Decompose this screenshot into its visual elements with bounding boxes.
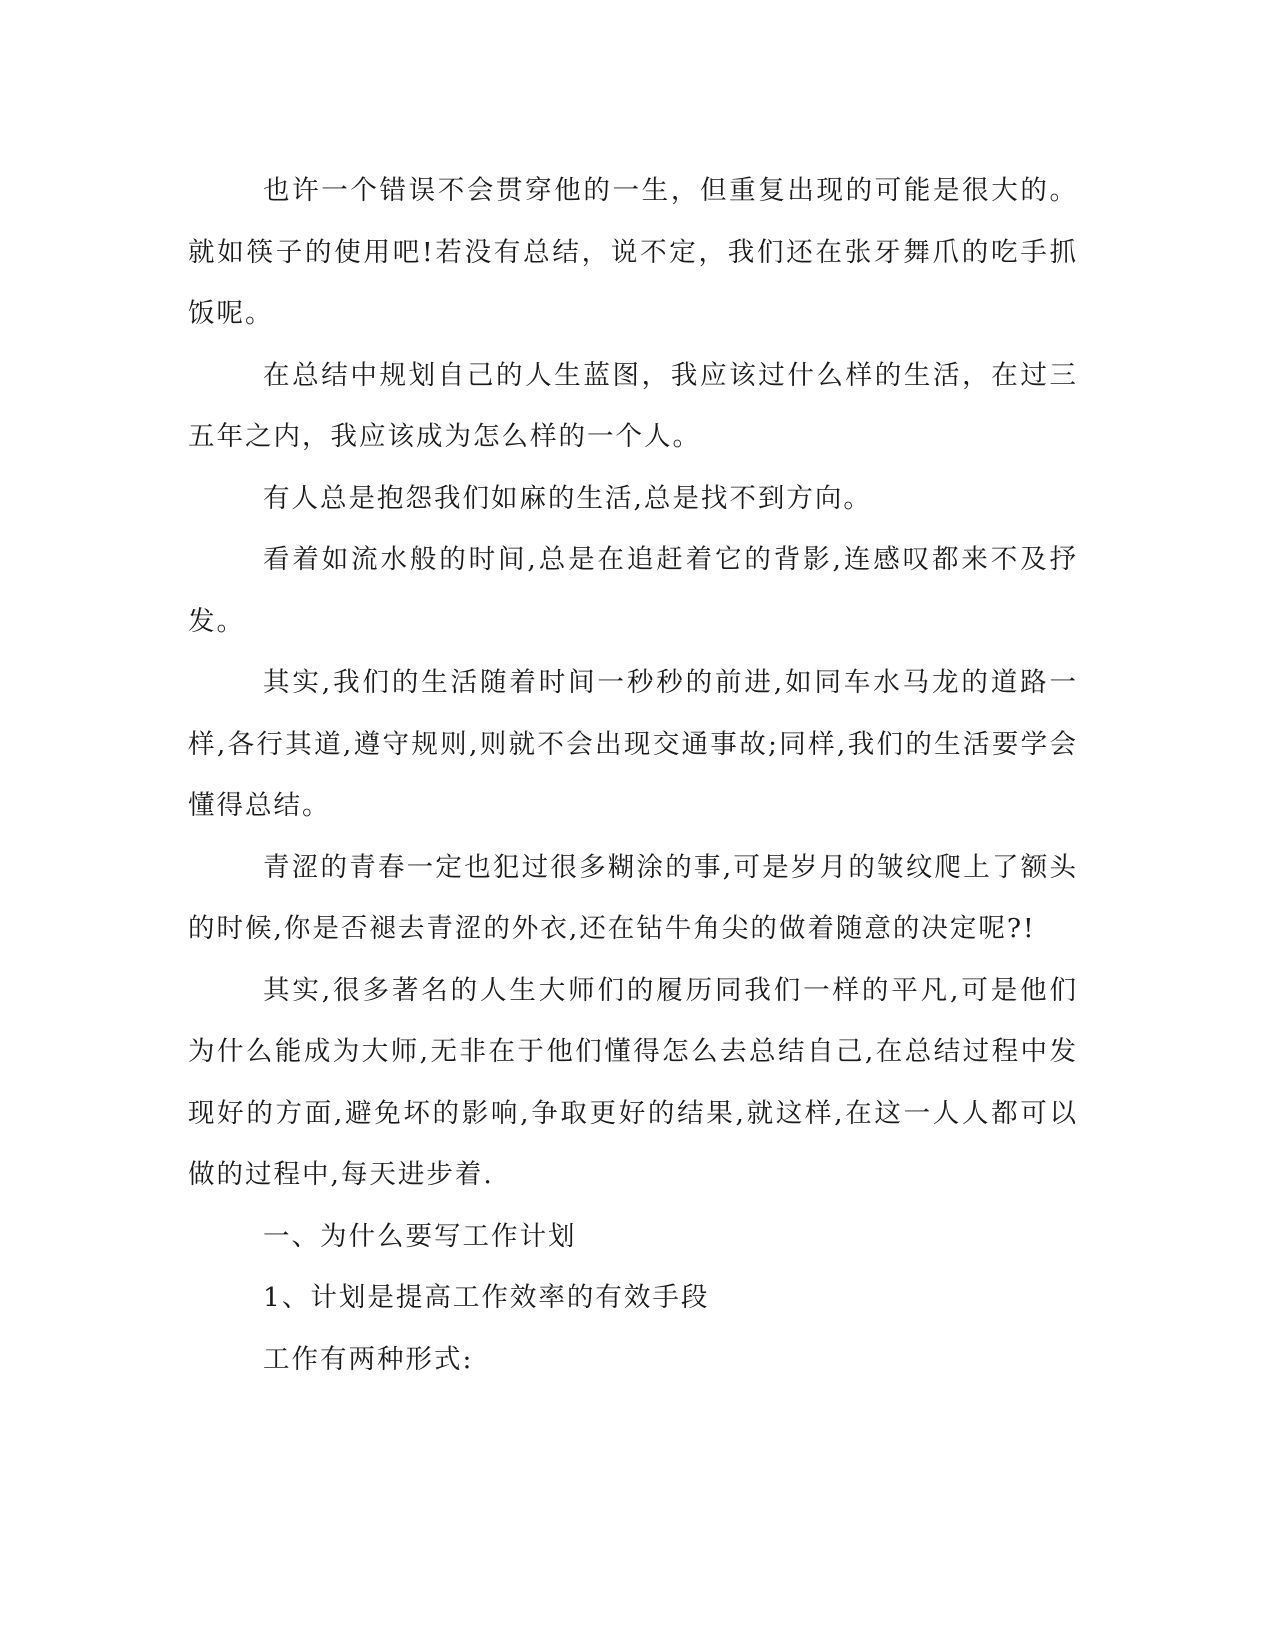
paragraph: 也许一个错误不会贯穿他的一生，但重复出现的可能是很大的。就如筷子的使用吧!若没有总结，说不定，我们还在张牙舞爪的吃手抓饭呢。 <box>188 175 1078 329</box>
paragraph: 工作有两种形式: <box>263 1343 474 1375</box>
section-heading: 一、为什么要写工作计划 <box>263 1220 577 1252</box>
paragraph: 看着如流水般的时间,总是在追赶着它的背影,连感叹都来不及抒发。 <box>188 544 1078 637</box>
subsection-heading: 1、计划是提高工作效率的有效手段 <box>263 1282 710 1313</box>
paragraph: 在总结中规划自己的人生蓝图，我应该过什么样的生活，在过三五年之内，我应该成为怎么样的一个人。 <box>188 359 1078 452</box>
paragraph: 有人总是抱怨我们如麻的生活,总是找不到方向。 <box>263 482 872 514</box>
paragraph: 其实,我们的生活随着时间一秒秒的前进,如同车水马龙的道路一样,各行其道,遵守规则,则就不会出现交通事故;同样,我们的生活要学会懂得总结。 <box>188 667 1078 821</box>
document-body <box>188 160 1078 1390</box>
paragraph: 青涩的青春一定也犯过很多糊涂的事,可是岁月的皱纹爬上了额头的时候,你是否褪去青涩的外衣,还在钻牛角尖的做着随意的决定呢?! <box>188 851 1078 944</box>
paragraph: 其实,很多著名的人生大师们的履历同我们一样的平凡,可是他们为什么能成为大师,无非在于他们懂得怎么去总结自己,在总结过程中发现好的方面,避免坏的影响,争取更好的结果,就这样,在这一人人都可以做的过程中,每天进步着. <box>188 974 1078 1190</box>
